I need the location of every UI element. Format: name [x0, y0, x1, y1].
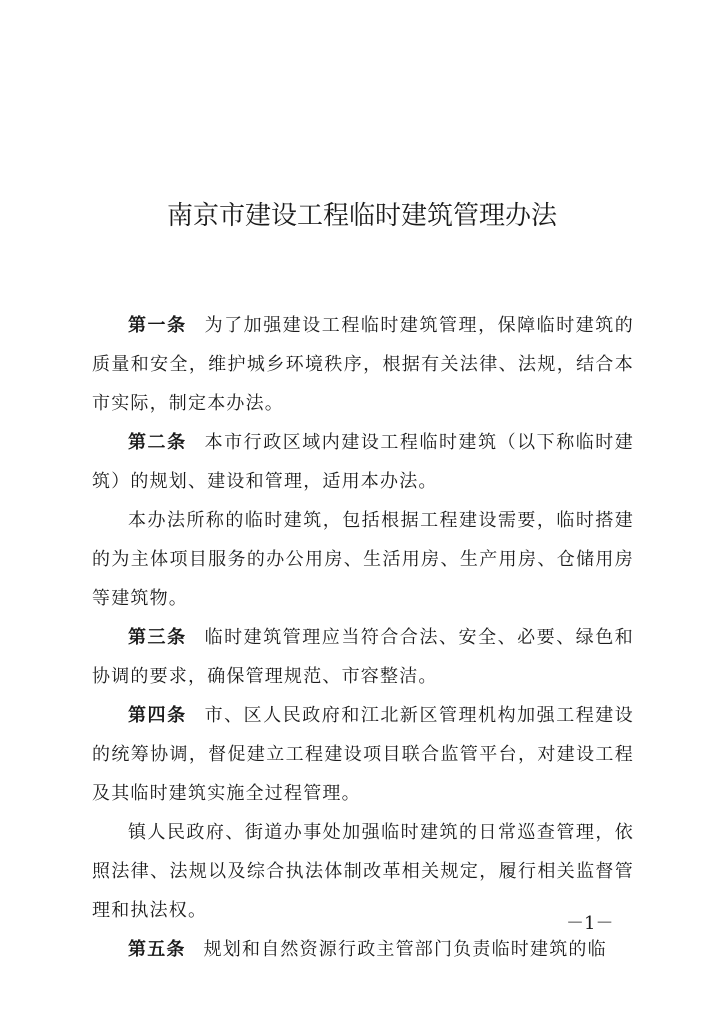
article-label: 第二条	[128, 432, 187, 453]
paragraph-article-2-definition	[92, 501, 634, 618]
paragraph-text: 本市行政区域内建设工程临时建筑（以下称临时建筑）的规划、建设和管理，适用本办法。	[92, 432, 634, 492]
article-label: 第一条	[128, 315, 187, 336]
paragraph-article-4	[92, 696, 634, 813]
paragraph-text: 临时建筑管理应当符合合法、安全、必要、绿色和协调的要求，确保管理规范、市容整洁。	[92, 627, 634, 687]
paragraph-text: 市、区人民政府和江北新区管理机构加强工程建设的统筹协调，督促建立工程建设项目联合监管平台，对建设工程及其临时建筑实施全过程管理。	[92, 705, 634, 804]
paragraph-article-4-town	[92, 813, 634, 930]
article-label: 第三条	[128, 627, 187, 648]
paragraph-article-1	[92, 306, 634, 423]
document-body	[92, 306, 634, 969]
paragraph-article-5	[92, 930, 634, 969]
document-title: 南京市建设工程临时建筑管理办法	[166, 201, 557, 231]
paragraph-article-3	[92, 618, 634, 696]
paragraph-text: 镇人民政府、街道办事处加强临时建筑的日常巡查管理，依照法律、法规以及综合执法体制改革相关规定，履行相关监督管理和执法权。	[92, 822, 634, 921]
article-label: 第四条	[128, 705, 187, 726]
paragraph-text: 规划和自然资源行政主管部门负责临时建筑的临	[203, 939, 607, 960]
paragraph-article-2	[92, 423, 634, 501]
paragraph-text: 本办法所称的临时建筑，包括根据工程建设需要，临时搭建的为主体项目服务的办公用房、生活用房、生产用房、仓储用房等建筑物。	[92, 510, 634, 609]
article-label: 第五条	[128, 939, 186, 960]
paragraph-text: 为了加强建设工程临时建筑管理，保障临时建筑的质量和安全，维护城乡环境秩序，根据有关法律、法规，结合本市实际，制定本办法。	[92, 315, 634, 414]
page-number: －1－	[566, 913, 614, 934]
